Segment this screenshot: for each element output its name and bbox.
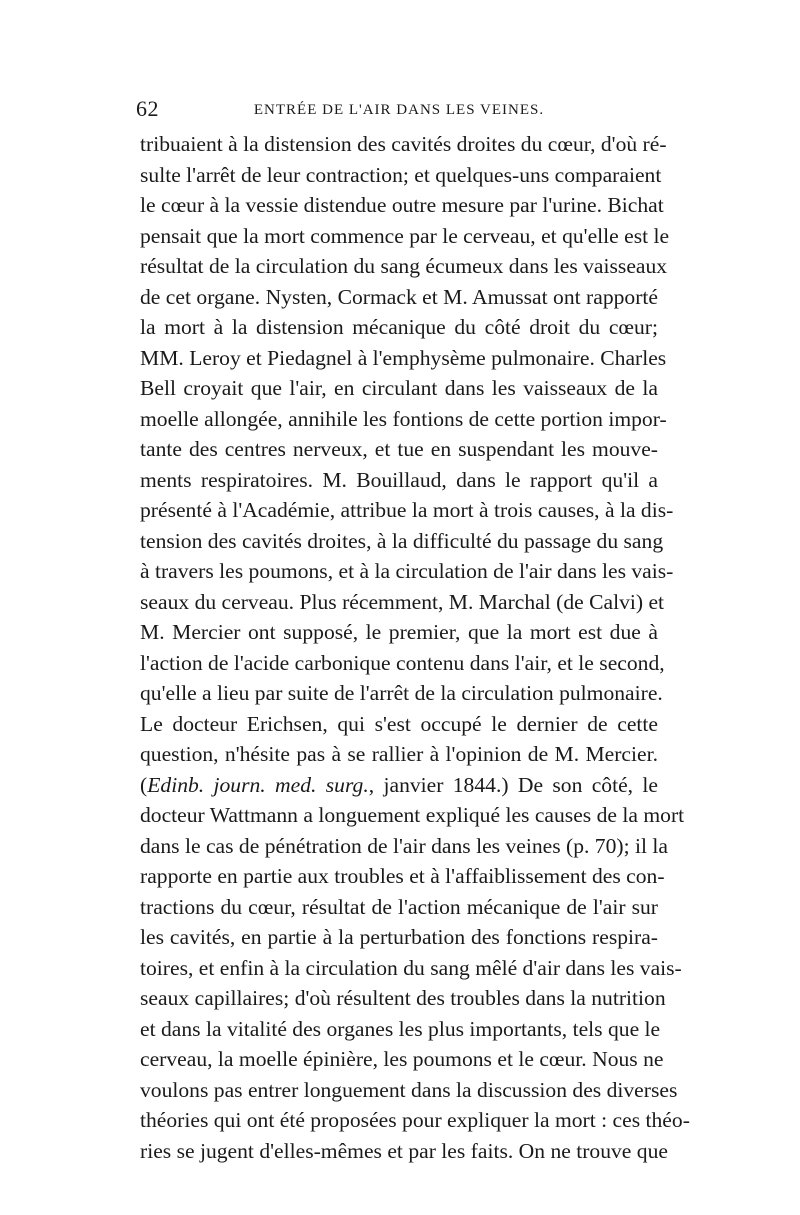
text-line: M. Mercier ont supposé, le premier, que la mort est due à xyxy=(140,620,658,644)
text-line: résultat de la circulation du sang écumeux dans les vaisseaux xyxy=(140,254,668,278)
page-number: 62 xyxy=(136,96,159,121)
text-line: tante des centres nerveux, et tue en suspendant les mouve- xyxy=(140,437,658,461)
text-line: seaux capillaires; d'où résultent des troubles dans la nutrition xyxy=(140,986,666,1010)
running-title: ENTRÉE DE L'AIR DANS LES VEINES. xyxy=(253,102,545,118)
book-page xyxy=(136,96,690,1163)
page-header xyxy=(136,96,658,128)
text-line: rapporte en partie aux troubles et à l'affaiblissement des con- xyxy=(140,864,665,888)
text-line: ries se jugent d'elles-mêmes et par les faits. On ne trouve que xyxy=(140,1138,668,1163)
text-line: la mort à la distension mécanique du côté droit du cœur; xyxy=(140,315,658,339)
text-line: qu'elle a lieu par suite de l'arrêt de la circulation pulmonaire. xyxy=(140,681,663,705)
open-paren: ( xyxy=(140,772,148,797)
text-line: sulte l'arrêt de leur contraction; et quelques-uns comparaient xyxy=(140,162,662,187)
citation-italic: Edinb. journ. med. surg. xyxy=(147,772,369,797)
text-line: Bell croyait que l'air, en circulant dans les vaisseaux de la xyxy=(140,376,658,400)
text-line: toires, et enfin à la circulation du sang mêlé d'air dans les vais- xyxy=(140,955,682,980)
text-line: question, n'hésite pas à se rallier à l'opinion de M. Mercier. xyxy=(140,742,658,766)
text-line: tractions du cœur, résultat de l'action mécanique de l'air sur xyxy=(140,894,658,919)
text-line: docteur Wattmann a longuement expliqué les causes de la mort xyxy=(140,803,685,827)
text-line: tension des cavités droites, à la difficulté du passage du sang xyxy=(140,528,664,553)
text-line: ments respiratoires. M. Bouillaud, dans le rapport qu'il a xyxy=(140,467,658,492)
text-line: théories qui ont été proposées pour expliquer la mort : ces théo- xyxy=(140,1108,690,1132)
body-text xyxy=(140,129,690,1166)
citation-rest: , janvier 1844.) De son côté, le xyxy=(368,772,658,797)
text-line: moelle allongée, annihile les fontions de cette portion impor- xyxy=(140,406,667,431)
text-line: seaux du cerveau. Plus récemment, M. Marchal (de Calvi) et xyxy=(140,589,665,614)
text-line: à travers les poumons, et à la circulation de l'air dans les vais- xyxy=(140,559,674,583)
text-line: l'action de l'acide carbonique contenu dans l'air, et le second, xyxy=(140,650,665,675)
text-line: tribuaient à la distension des cavités droites du cœur, d'où ré- xyxy=(140,132,667,156)
text-line: voulons pas entrer longuement dans la discussion des diverses xyxy=(140,1077,678,1102)
text-line: MM. Leroy et Piedagnel à l'emphysème pulmonaire. Charles xyxy=(140,345,667,370)
text-line: et dans la vitalité des organes les plus importants, tels que le xyxy=(140,1016,661,1041)
text-line: dans le cas de pénétration de l'air dans les veines (p. 70); il la xyxy=(140,833,668,858)
text-line: le cœur à la vessie distendue outre mesure par l'urine. Bichat xyxy=(140,193,664,217)
text-line: cerveau, la moelle épinière, les poumons et le cœur. Nous ne xyxy=(140,1047,664,1071)
text-line: les cavités, en partie à la perturbation des fonctions respira- xyxy=(140,925,658,949)
text-line-citation xyxy=(140,770,658,801)
text-line: pensait que la mort commence par le cerveau, et qu'elle est le xyxy=(140,223,670,248)
text-line: de cet organe. Nysten, Cormack et M. Amussat ont rapporté xyxy=(140,284,658,309)
text-line: Le docteur Erichsen, qui s'est occupé le dernier de cette xyxy=(140,711,658,736)
text-line: présenté à l'Académie, attribue la mort à trois causes, à la dis- xyxy=(140,498,674,522)
